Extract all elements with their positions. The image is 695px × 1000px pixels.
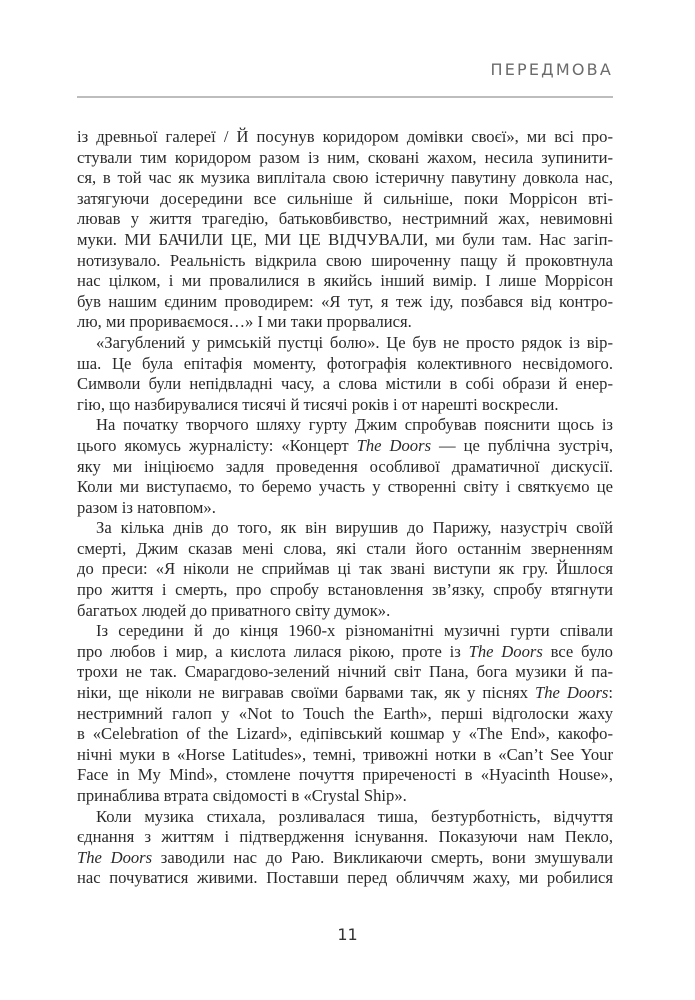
- text-line: нас цілком, і ми провалилися в якийсь інший вимір. І лише Моррісон: [77, 271, 613, 291]
- band-name-italic: The Doors: [77, 847, 153, 867]
- text-line: нас почуватися живими. Поставши перед обличчям жаху, ми робилися: [77, 868, 613, 888]
- text-line: «Загублений у римській пустці болю». Це був не просто рядок із вір-: [96, 332, 613, 352]
- text-line: лював у життя трагедію, батьковбивство, нестримний жах, невимовні: [77, 209, 613, 229]
- text-line: про життя і смерть, про спробу встановлення зв’язку, спробу втягнути: [77, 580, 613, 600]
- text-line: Коли музика стихала, розливалася тиша, безтурботність, відчуття: [96, 806, 613, 826]
- text-line: Коли ми виступаємо, то беремо участь у створенні світу і святкуємо це: [77, 477, 613, 497]
- text-line: про любов і мир, а кислота лилася рікою, проте із The Doors все було: [77, 641, 613, 661]
- body-text: [77, 127, 613, 889]
- text-line: із древньої галереї / Й посунув коридором домівки своєї», ми всі про-: [77, 127, 613, 146]
- page-number: 11: [337, 925, 358, 944]
- paragraph: [77, 518, 613, 621]
- band-name-italic: The Doors: [468, 641, 543, 661]
- text-line: до преси: «Я ніколи не сприймав ці так звані виступи як гру. Йшлося: [77, 559, 613, 579]
- text-line: The Doors заводили нас до Раю. Викликаючи смерть, вони змушували: [77, 847, 613, 867]
- paragraph: [77, 127, 613, 333]
- text-line: багатьох людей до приватного світу думок».: [77, 600, 391, 620]
- text-line: разом із натовпом».: [77, 497, 216, 517]
- band-name-italic: The Doors: [535, 683, 609, 703]
- paragraph: [77, 333, 613, 415]
- text-line: яку ми ініціюємо задля проведення особливої драматичної дискусії.: [77, 456, 613, 476]
- text-line: гію, що назбирувалися тисячі й тисячі років і от нарешті воскресли.: [77, 394, 559, 414]
- text-line: На початку творчого шляху гурту Джим спробував пояснити щось із: [96, 415, 613, 435]
- text-line: нотизувало. Реальність відкрила свою широченну пащу й проковтнула: [77, 250, 613, 270]
- text-line: муки. МИ БАЧИЛИ ЦЕ, МИ ЦЕ ВІДЧУВАЛИ, ми були там. Нас загіп-: [77, 229, 613, 249]
- text-line: Face in My Mind», стомлене почуття приреченості в «Hyacinth House»,: [77, 765, 613, 785]
- text-line: єднання з життям і підтвердження існування. Показуючи нам Пекло,: [77, 827, 613, 847]
- paragraph: [77, 415, 613, 518]
- text-line: ніки, ще ніколи не вигравав своїми барвами так, як у піснях The Doors:: [77, 683, 613, 703]
- running-header: [77, 56, 613, 98]
- text-line: затягуючи досередини все сильніше й сильніше, поки Моррісон вті-: [77, 188, 613, 208]
- text-line: лю, ми прориваємося…» І ми таки прорвалися.: [77, 312, 412, 332]
- text-line: цього якомусь журналісту: «Концерт The Doors — це публічна зустріч,: [77, 435, 613, 455]
- text-line: Символи були непідвладні часу, а слова містили в собі образи й енер-: [77, 374, 613, 394]
- text-line: принаблива втрата свідомості в «Crystal Ship».: [77, 786, 407, 805]
- text-line: був нашим єдиним проводирем: «Я тут, я теж іду, позбався від контро-: [77, 291, 613, 311]
- paragraph: [77, 807, 613, 889]
- text-line: стували тим коридором разом із ним, скованi жахом, несила зупинити-: [77, 147, 613, 167]
- text-line: ша. Це була епітафія моменту, фотографія колективного несвідомого.: [77, 353, 613, 373]
- text-line: нестримний галоп у «Not to Touch the Earth», перші відголоски жаху: [77, 703, 613, 723]
- text-line: ся, в той час як музика виплітала свою істеричну павутину довкола нас,: [77, 168, 613, 188]
- text-line: трохи не так. Смарагдово-зелений нічний світ Пана, бога музики й па-: [77, 662, 613, 682]
- text-line: Із середини й до кінця 1960-х різноманітні музичні гурти співали: [96, 621, 613, 641]
- chapter-title: ПЕРЕДМОВА: [490, 60, 613, 79]
- band-name-italic: The Doors: [356, 435, 432, 455]
- text-line: смерті, Джим сказав мені слова, які стали його останнім зверненням: [77, 538, 613, 558]
- paragraph: [77, 621, 613, 806]
- text-line: За кілька днів до того, як він вирушив до Парижу, назустріч своїй: [96, 518, 613, 538]
- text-line: в «Celebration of the Lizard», едіпівський кошмар у «The End», какофо-: [77, 724, 613, 744]
- text-line: нічні муки в «Horse Latitudes», темні, тривожні нотки в «Can’t See Your: [77, 744, 613, 764]
